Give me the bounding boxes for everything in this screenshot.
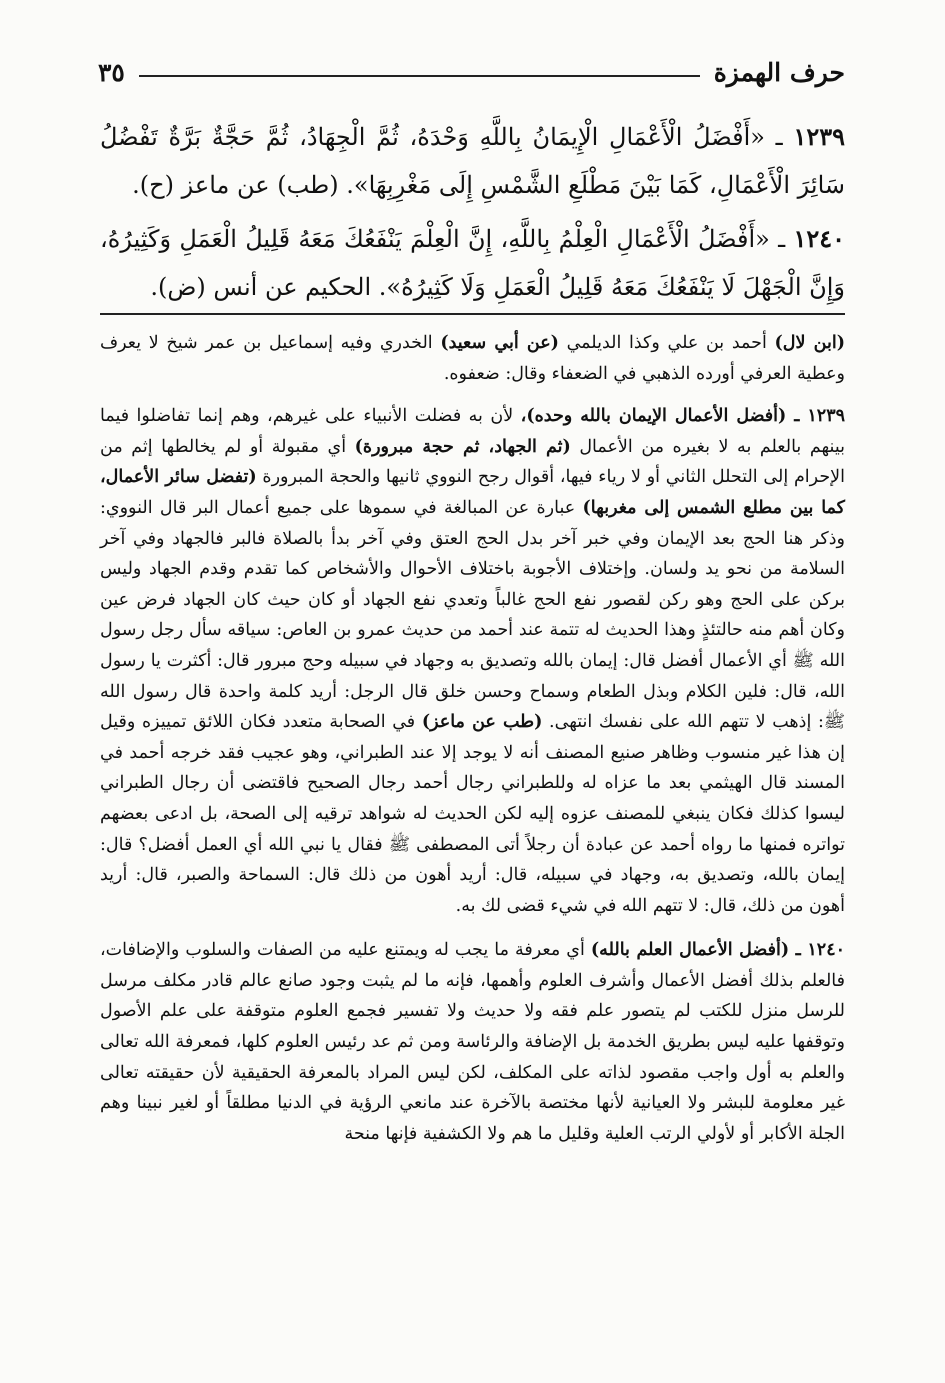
chapter-title: حرف الهمزة	[713, 57, 845, 87]
commentary-paragraph	[100, 328, 845, 389]
commentary-text: أي معرفة ما يجب له ويمتنع عليه من الصفات والسلوب والإضافات، فالعلم بذلك أفضل الأعمال وأشرف العلوم وأهمها، فإنه ما لم يثبت وجود صانع عالم قادر مكلف مرسل للرسل منزل للكتب لم يتصور علم فقه ولا حديث ولا تفسير فجمع العلوم متوقفة على علم الأصول وتوقفها عليه ليس بطريق الخدمة بل الإضافة والرئاسة ومن ثم عد رئيس العلوم كلها، فمعرفة الله تعالى والعلم به أول واجب مقصود لذاته على المكلف، لكن ليس المراد بالمعرفة الحقيقية لأن حقيقته تعالى غير معلومة للبشر ولا العيانية لأنها مختصة بالآخرة عند مانعي الرؤية في الدنيا مطلقاً أو لغير نبينا وهم الجلة الأكابر أو لأولي الرتب العلية وقليل ما هم ولا الكشفية فإنها منحة	[100, 940, 845, 1144]
hadith-number: ١٢٤٠	[793, 224, 846, 253]
source-citation: (طب عن ماعز)	[421, 712, 543, 733]
hadith-number: ١٢٣٩	[793, 122, 845, 151]
commentary	[100, 328, 845, 1159]
quoted-phrase: ١٢٣٩ ـ (أفضل الأعمال الإيمان بالله وحده)،	[520, 406, 845, 427]
narrator-citation: (عن أبي سعيد)	[440, 333, 559, 353]
quoted-phrase: (ثم الجهاد، ثم حجة مبرورة)	[354, 436, 571, 457]
hadith-1239: ١٢٣٩ ـ «أَفْضَلُ الْأَعْمَالِ الْإِيمَانُ بِاللَّهِ وَحْدَهُ، ثُمَّ الْجِهَادُ، ثُمَّ حَجَّةٌ بَرَّةٌ تَفْضُلُ سَائِرَ الْأَعْمَالِ، كَمَا بَيْنَ مَطْلَعِ الشَّمْسِ إِلَى مَغْرِبِهَا». (طب) عن ماعز (ح).	[100, 122, 845, 199]
commentary-text: لأن به فضلت الأنبياء على غيرهم، وهم إنما تفاضلوا فيما بينهم بالعلم به لا بغيره من الأعمال	[100, 406, 845, 457]
hadith-text: «أَفْضَلُ الْأَعْمَالِ الْإِيمَانُ بِاللَّهِ وَحْدَهُ، ثُمَّ الْجِهَادُ، ثُمَّ حَجَّةٌ بَرَّةٌ تَفْضُلُ سَائِرَ الْأَعْمَالِ، كَمَا بَيْنَ مَطْلَعِ الشَّمْسِ إِلَى مَغْرِبِهَا». (طب) عن ماعز (ح).	[100, 123, 845, 199]
source-citation: (ابن لال)	[774, 333, 846, 353]
commentary-text: عبارة عن المبالغة في سموها على جميع أعمال البر قال النووي: وذكر هنا الحج بعد الإيمان وفي خبر آخر بدل الحج العتق وفي آخر بدأ بالصلاة فالبر فالجهاد وفي آخر السلامة من نحو يد ولسان. وإختلاف الأجوبة باختلاف الأحوال والأشخاص كما تقدم وقدم الجهاد وليس بركن على الحج وهو ركن لقصور نفع الحج غالباً وتعدي نفع الجهاد أو كان حيث كان الجهاد فرض عين وكان أهم منه حالتئذٍ وهذا الحديث له تتمة عند أحمد من حديث عمرو بن العاص: سياقه سأل رجل رسول الله ﷺ أي الأعمال أفضل قال: إيمان بالله وتصديق به وجهاد في سبيله وحج مبرور قال: أكثرت يا رسول الله، قال: فلين الكلام وبذل الطعام وسماح وحسن خلق قال الرجل: أريد كلمة واحدة قال رسول الله ﷺ: إذهب لا تتهم الله على نفسك انتهى.	[100, 497, 845, 733]
page-header	[98, 52, 845, 92]
quoted-phrase: ١٢٤٠ ـ (أفضل الأعمال العلم بالله)	[590, 940, 845, 961]
commentary-separator	[100, 313, 845, 315]
commentary-paragraph	[100, 935, 845, 1149]
commentary-text: أي مقبولة أو لم يخالطها إثم من الإحرام إلى التحلل الثاني أو لا رياء فيها، أقوال رجح النووي ثانيها والحجة المبرورة	[100, 436, 845, 488]
commentary-text: في الصحابة متعدد فكان اللائق تمييزه وقيل إن هذا غير منسوب وظاهر صنيع المصنف أنه لا يوجد إلا عند الطبراني، وهو عجيب فقد خرجه أحمد في المسند قال الهيثمي بعد ما عزاه له وللطبراني رجال أحمد رجال الصحيح فاقتضى أن رجال الطبراني ليسوا كذلك فكان ينبغي للمصنف عزوه إليه لكن الحديث له شواهد ترقيه إلى الصحة، بل ادعى بعضهم تواتره فمنها ما رواه أحمد عن عبادة أن رجلاً أتى المصطفى ﷺ فقال يا نبي الله أي العمل أفضل؟ قال: إيمان بالله، وتصديق به، وجهاد في سبيله، قال: أريد أهون من ذلك قال: السماحة والصبر، قال: أريد أهون من ذلك، قال: لا تتهم الله في شيء قضى لك به.	[100, 712, 845, 916]
commentary-paragraph	[100, 401, 845, 921]
hadith-text: «أَفْضَلُ الْأَعْمَالِ الْعِلْمُ بِاللَّهِ، إِنَّ الْعِلْمَ يَنْفَعُكَ مَعَهُ قَلِيلُ الْعَمَلِ وَكَثِيرُهُ، وَإِنَّ الْجَهْلَ لَا يَنْفَعُكَ مَعَهُ قَلِيلُ الْعَمَلِ وَلَا كَثِيرُهُ». الحكيم عن أنس (ض).	[100, 225, 845, 301]
page-number: ٣٥	[98, 57, 125, 87]
commentary-text: أحمد بن علي وكذا الديلمي	[558, 333, 775, 353]
commentary-text: الخدري وفيه إسماعيل بن عمر شيخ لا يعرف وعطية العرفي أورده الذهبي في الضعفاء وقال: ضعفوه.	[100, 333, 845, 384]
quoted-phrase: (تفضل سائر الأعمال، كما بين مطلع الشمس إلى مغربها)	[100, 467, 845, 518]
header-rule	[139, 75, 700, 77]
hadith-1240: ١٢٤٠ ـ «أَفْضَلُ الْأَعْمَالِ الْعِلْمُ بِاللَّهِ، إِنَّ الْعِلْمَ يَنْفَعُكَ مَعَهُ قَلِيلُ الْعَمَلِ وَكَثِيرُهُ، وَإِنَّ الْجَهْلَ لَا يَنْفَعُكَ مَعَهُ قَلِيلُ الْعَمَلِ وَلَا كَثِيرُهُ». الحكيم عن أنس (ض).	[100, 224, 846, 301]
